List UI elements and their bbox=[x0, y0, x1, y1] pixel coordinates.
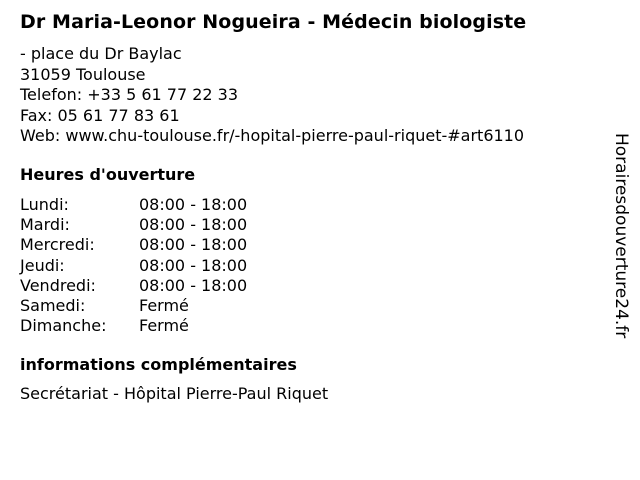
hours-day-label: Lundi: bbox=[20, 195, 69, 214]
hours-time-value: 08:00 - 18:00 bbox=[139, 215, 248, 235]
hours-day-label: Mercredi: bbox=[20, 235, 95, 255]
hours-time-value: Fermé bbox=[139, 295, 189, 315]
hours-time-value: 08:00 - 18:00 bbox=[139, 275, 248, 295]
watermark-text: Horairesdouverture24.fr bbox=[611, 133, 631, 339]
hours-time-value: 08:00 - 18:00 bbox=[139, 195, 248, 214]
additional-info-text: Secrétariat - Hôpital Pierre-Paul Riquet bbox=[20, 384, 329, 403]
phone-number: Telefon: +33 5 61 77 22 33 bbox=[20, 85, 239, 104]
hours-time-value: 08:00 - 18:00 bbox=[139, 255, 248, 275]
hours-day-label: Jeudi: bbox=[20, 255, 65, 275]
website-link[interactable]: Web: www.chu-toulouse.fr/-hopital-pierre-paul-riquet-#art6110 bbox=[20, 126, 525, 145]
hours-day-label: Mardi: bbox=[20, 215, 70, 235]
address-street: - place du Dr Baylac bbox=[20, 44, 182, 63]
site-watermark bbox=[609, 133, 631, 373]
additional-info-heading: informations complémentaires bbox=[20, 355, 297, 374]
hours-day-label: Vendredi: bbox=[20, 275, 96, 295]
hours-day-label: Samedi: bbox=[20, 295, 86, 315]
fax-number: Fax: 05 61 77 83 61 bbox=[20, 105, 180, 125]
hours-day-label: Dimanche: bbox=[20, 316, 107, 336]
contact-block bbox=[20, 44, 524, 147]
opening-hours-heading: Heures d'ouverture bbox=[20, 165, 196, 184]
hours-time-value: Fermé bbox=[139, 316, 189, 336]
address-city: 31059 Toulouse bbox=[20, 64, 146, 84]
page-title: Dr Maria-Leonor Nogueira - Médecin biologiste bbox=[20, 11, 527, 33]
hours-time-value: 08:00 - 18:00 bbox=[139, 235, 248, 255]
